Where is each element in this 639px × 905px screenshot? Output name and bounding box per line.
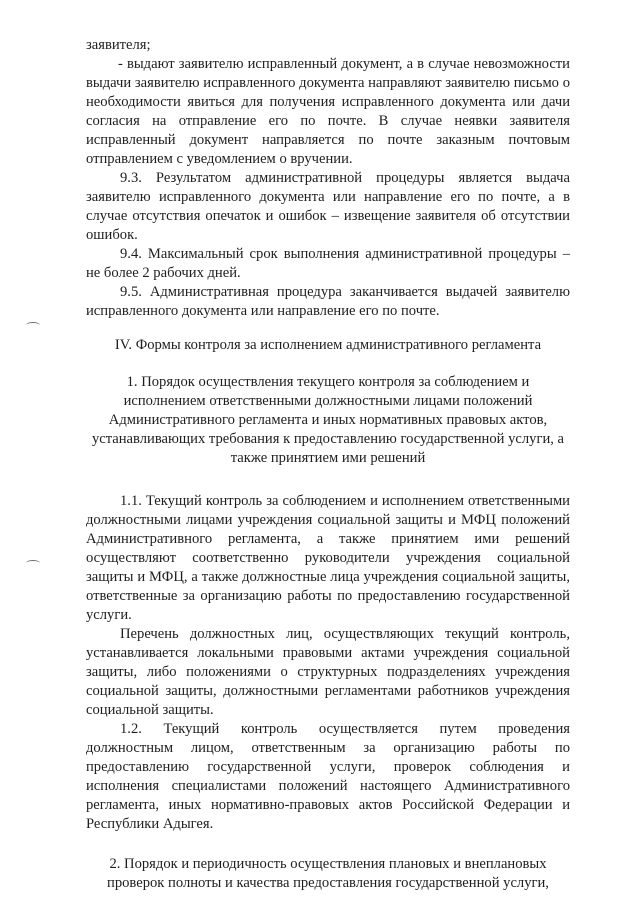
paragraph-officials-list: Перечень должностных лиц, осуществляющих текущий контроль, устанавливается локальными правовыми актами учреждения социальной защиты, либо положениями о структурных подразделениях учреждения социальной защиты, должностными регламентами работников учреждения социальной защиты. bbox=[86, 626, 570, 718]
paragraph-1-2: 1.2. Текущий контроль осуществляется путем проведения должностным лицом, ответственным за организацию работы по предоставлению государственной услуги, проверок соблюдения и исполнения специалистами положений настоящего Административного регламента, иных нормативно-правовых актов Российской Федерации и Республики Адыгея. bbox=[86, 721, 570, 832]
paragraph-9-5: 9.5. Административная процедура заканчивается выдачей заявителю исправленного документа или направление его по почте. bbox=[86, 284, 570, 319]
section-4-title: IV. Формы контроля за исполнением административного регламента bbox=[114, 337, 542, 353]
paragraph-issue-corrected-document: - выдают заявителю исправленный документ, а в случае невозможности выдачи заявителю исправленного документа направляют заявителю письмо о необходимости явиться для получения исправленного документа или дачи согласия на отправление его по почте. В случае неявки заявителя исправленный документ направляется по почте заказным почтовым отправлением с уведомлением о вручении. bbox=[86, 56, 570, 167]
paragraph-1-1: 1.1. Текущий контроль за соблюдением и исполнением ответственными должностными лицами учреждения социальной защиты и МФЦ положений Административного регламента, а также принятием ими решений осуществляют соответственно руководители учреждения социальной защиты и МФЦ, а также должностные лица учреждения социальной защиты, ответственные за организацию работы по предоставлению государственной услуги. bbox=[86, 493, 570, 623]
paragraph-tail: заявителя; bbox=[86, 37, 151, 53]
paragraph-9-4: 9.4. Максимальный срок выполнения административной процедуры – не более 2 рабочих дней. bbox=[86, 246, 570, 281]
subsection-2-title: 2. Порядок и периодичность осуществления плановых и внеплановых проверок полноты и качества предоставления государственной услуги, bbox=[107, 856, 549, 891]
document-body bbox=[86, 36, 570, 893]
margin-mark bbox=[26, 560, 40, 566]
subsection-1-title: 1. Порядок осуществления текущего контроля за соблюдением и исполнением ответственными должностными лицами положений Административного регламента и иных нормативных правовых актов, устанавливающих требования к предоставлению государственной услуги, а также принятием ими решений bbox=[91, 374, 565, 466]
margin-mark bbox=[26, 322, 40, 328]
paragraph-9-3: 9.3. Результатом административной процедуры является выдача заявителю исправленного документа или направление его по почте, а в случае отсутствия опечаток и ошибок – извещение заявителя об отсутствии ошибок. bbox=[86, 170, 570, 243]
